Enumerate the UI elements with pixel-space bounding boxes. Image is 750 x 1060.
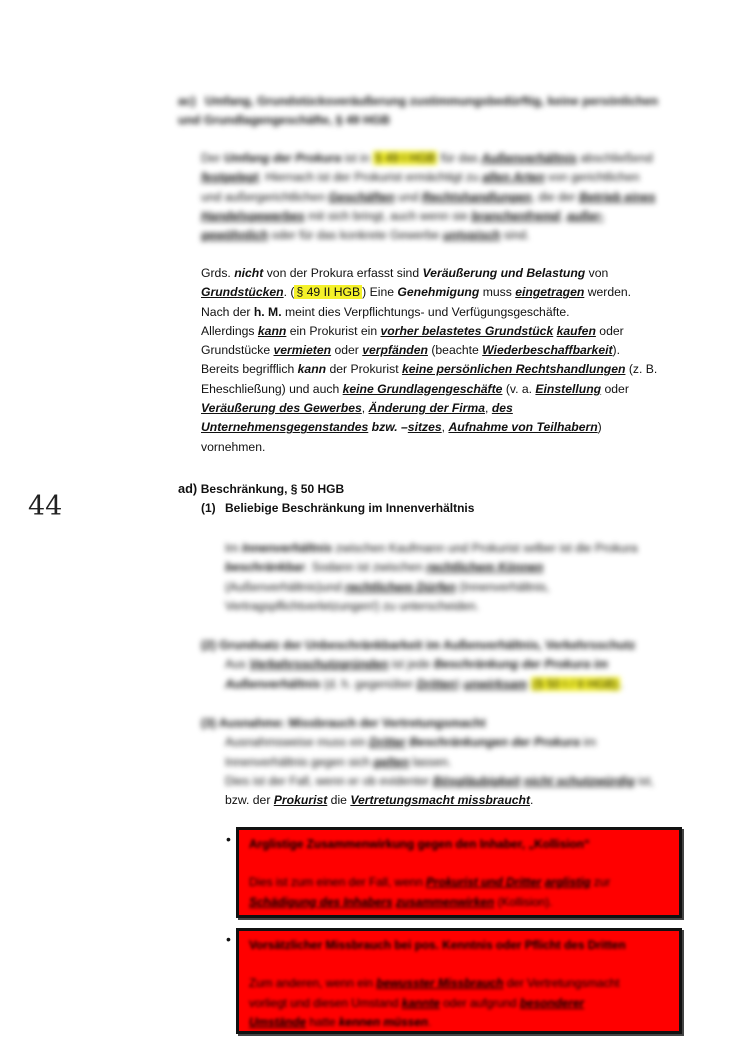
text-run: kannte: [401, 995, 440, 1010]
text-line: [201, 264, 671, 283]
text-run: beschränkbar: [225, 560, 305, 575]
text-run: ist jede: [388, 657, 434, 672]
text-run: , die der: [531, 189, 580, 204]
text-run: branchenfremd: [471, 208, 560, 223]
text-run: Aufnahme von Teilhabern: [448, 420, 598, 435]
collision-box: [236, 827, 682, 918]
text-run: Zum anderen, wenn ein: [249, 976, 377, 991]
text-run: bzw. der: [225, 793, 274, 807]
text-run: sind.: [500, 228, 530, 243]
text-run: (§ 50 I / II HGB): [532, 676, 618, 691]
text-run: (z. B.: [625, 362, 658, 377]
subsection-1-label: (1): [201, 501, 216, 515]
text-run: ): [456, 676, 464, 691]
text-run: festgelegt: [201, 170, 259, 185]
text-run: kennen müssen: [338, 1014, 429, 1029]
text-run: ein Prokurist ein: [286, 323, 381, 338]
collision-box-title: Arglistige Zusammenwirkung gegen den Inhaber, „Kollision“: [249, 837, 590, 851]
text-run: (Außenverhältnis)und: [225, 579, 345, 594]
section-ad-heading-block: [178, 481, 344, 496]
text-run: Schädigung des Inhabers: [249, 894, 393, 909]
text-run: (d. h. gegenüber: [320, 676, 417, 691]
text-run: . (: [283, 285, 295, 300]
text-run: zur: [590, 875, 611, 890]
text-run: Aus: [225, 657, 250, 672]
text-run: ist,: [634, 773, 654, 788]
text-run: .: [530, 793, 534, 807]
text-run: untypisch: [442, 228, 501, 243]
text-run: im: [579, 735, 597, 750]
text-run: mit sich bringt, auch wenn sie: [304, 208, 472, 223]
text-run: lassen.: [409, 754, 452, 769]
text-run: von gerichtlichen: [544, 170, 640, 185]
text-run: . Hiernach ist der Prokurist ermächtigt zu: [258, 170, 483, 185]
text-run: muss: [479, 285, 516, 300]
text-run: unwirksam: [463, 676, 528, 691]
abuse-box: [236, 928, 682, 1034]
text-run: hatte: [306, 1014, 339, 1029]
text-line: [201, 322, 671, 341]
text-line: [201, 283, 671, 302]
text-run: gelten: [373, 754, 410, 769]
section-ac-main-paragraph: [201, 264, 671, 457]
text-run: kaufen: [556, 323, 596, 338]
text-run: Vertragspflichtverletzungen!) zu unterscheiden.: [225, 598, 480, 613]
text-run: für das: [437, 151, 482, 165]
text-run: keine Grundlagengeschäfte: [342, 381, 503, 396]
subsection-3-paragraph: (3) Ausnahme: Missbrauch der Vertretungsmacht Ausnahmsweise muss ein Dritter Beschränkungen der Prokura im Innenverhältnis gegen sich gelten lassen. Dies ist der Fall, wenn er ob evidenter Bösgläubigkeit nicht schutzwürdig ist,: [201, 716, 654, 788]
section-ad-heading: Beschränkung, § 50 HGB: [200, 482, 345, 496]
text-run: Beschränkungen der Prokura: [409, 735, 580, 750]
text-line: [201, 399, 671, 418]
text-run: abschließend: [576, 151, 653, 165]
text-run: ,: [361, 401, 369, 416]
text-run: Veräußerung des Gewerbes: [201, 401, 362, 416]
text-run: von der Prokura erfasst sind: [263, 266, 423, 280]
text-run: des: [491, 401, 513, 416]
text-run: vorliegt und diesen Umstand: [249, 995, 402, 1010]
text-run: Handelsgewerbes: [201, 208, 305, 223]
text-run: außer-: [566, 208, 605, 223]
text-run: Umfang der Prokura: [224, 151, 342, 165]
text-run: der Prokurist: [326, 362, 402, 377]
text-run: .: [619, 676, 624, 691]
text-run: vermieten: [273, 343, 332, 358]
text-run: Allerdings: [201, 323, 258, 338]
text-run: bewusster Missbrauch: [376, 976, 504, 991]
section-ac-intro-paragraph: [201, 149, 671, 245]
text-run: Dritten: [416, 676, 456, 691]
text-run: Außenverhältnis: [225, 676, 321, 691]
text-run: Unternehmensgegenstandes: [201, 420, 369, 435]
text-run: Der: [201, 151, 225, 165]
text-run: (Kollision).: [494, 894, 553, 909]
text-run: Rechtshandlungen: [421, 189, 532, 204]
text-run: oder für das konkrete Gewerbe: [268, 228, 443, 243]
text-run: nicht: [234, 266, 264, 280]
text-run: Dies ist zum einen der Fall, wenn: [249, 875, 427, 890]
text-run: oder: [601, 381, 629, 396]
text-run: ,: [485, 401, 492, 416]
text-run: Geschäften: [328, 189, 395, 204]
text-run: oder: [595, 323, 624, 338]
bullet-icon: •: [226, 931, 231, 947]
text-run: Bösgläubigkeit: [432, 773, 521, 788]
text-line: [201, 418, 671, 437]
subsection-2-paragraph: (2) Grundsatz der Unbeschränkbarkeit im Außenverhältnis, Verkehrsschutz Aus Verkehrsschutzgründen ist jede Beschränkung der Prokura im Außenverhältnis (d. h. gegenüber Dritten) unwirksam (§ 50 I / II HGB) .: [201, 638, 636, 691]
text-run: arglistig: [544, 875, 591, 890]
text-run: vorher belastetes Grundstück: [380, 323, 554, 338]
text-run: gewöhnlich: [201, 228, 269, 243]
text-run: (Innenverhältnis,: [455, 579, 550, 594]
text-run: Außenverhältnis: [481, 151, 577, 165]
page-number: 44: [28, 491, 63, 522]
abuse-box-title: Vorsätzlicher Missbrauch bei pos. Kenntnis oder Pflicht des Dritten: [249, 938, 626, 952]
text-run: allen Arten: [482, 170, 545, 185]
text-run: § 49 I HGB: [375, 151, 436, 165]
text-run: von: [585, 266, 609, 280]
text-run: vornehmen.: [201, 439, 266, 454]
text-run: Innenverhältnis: [241, 541, 333, 555]
section-ac-heading-block: [178, 92, 678, 131]
text-run: zusammenwirken: [395, 894, 495, 909]
text-run: Änderung der Firma: [368, 401, 486, 416]
text-run: Verkehrsschutzgründen: [249, 657, 389, 672]
text-run: Grundstücke: [201, 343, 274, 358]
text-run: Betrieb eines: [579, 189, 656, 204]
text-run: verpfänden: [362, 343, 428, 358]
text-run: ist in: [341, 151, 374, 165]
text-run: Grundstücken: [201, 285, 284, 300]
text-line: [201, 303, 671, 322]
text-run: Dritter: [369, 735, 406, 750]
text-run: Prokurist und Dritter: [426, 875, 542, 890]
text-run: und: [394, 189, 422, 204]
text-run: Nach der: [201, 304, 254, 319]
subsection-1-heading-block: [201, 501, 474, 515]
text-line: [201, 380, 671, 399]
text-run: keine persönlichen Rechtshandlungen: [401, 362, 626, 377]
text-run: ).: [612, 343, 620, 358]
text-run: oder aufgrund: [439, 995, 520, 1010]
text-run: . Sodann ist zwischen: [304, 560, 427, 575]
text-run: Prokurist: [273, 793, 328, 807]
highlight-ref: § 49 II HGB: [296, 285, 361, 300]
bullet-icon: •: [226, 831, 231, 847]
text-run: ,: [560, 208, 567, 223]
text-run: werden.: [584, 285, 632, 300]
text-run: Einstellung: [535, 381, 602, 396]
text-run: Grds.: [201, 266, 235, 280]
text-line: [201, 438, 671, 457]
text-run: ) Eine: [362, 285, 398, 300]
text-line: [201, 360, 671, 379]
text-run: Im: [225, 541, 242, 555]
text-run: kann: [257, 323, 287, 338]
text-run: Vertretungsmacht missbraucht: [350, 793, 531, 807]
section-ac-heading: Umfang, Grundstücksveräußerung zustimmungsbedürftig, keine persönlichen und Grundlagengeschäfte, § 49 HGB: [178, 94, 659, 128]
text-run: Umstände: [249, 1014, 307, 1029]
text-run: sitzes: [407, 420, 442, 435]
text-run: ,: [441, 420, 449, 435]
text-run: nicht schutzwürdig: [523, 773, 635, 788]
text-run: besonderer: [519, 995, 585, 1010]
text-run: und außergerichtlichen: [201, 189, 329, 204]
text-run: der Vertretungsmacht: [503, 976, 620, 991]
text-run: Dies ist der Fall, wenn er ob evidenter: [225, 773, 433, 788]
text-run: Ausnahmsweise muss ein: [225, 735, 370, 750]
text-run: kann: [297, 362, 327, 377]
text-run: die: [327, 793, 351, 807]
text-run: bzw. –: [368, 420, 408, 435]
text-line: [201, 341, 671, 360]
text-run: zwischen Kaufmann und Prokurist selber ist die Prokura: [332, 541, 638, 555]
text-run: .: [428, 1014, 432, 1029]
text-run: Genehmigung: [397, 285, 480, 300]
text-run: (beachte: [427, 343, 483, 358]
text-run: [527, 677, 530, 691]
text-run: eingetragen: [515, 285, 585, 300]
text-run: Eheschließung) und auch: [201, 381, 343, 396]
subsection-1-heading: Beliebige Beschränkung im Innenverhältnis: [225, 501, 475, 515]
section-ad-label: ad): [178, 481, 198, 496]
text-run: meint dies Verpflichtungs- und Verfügungsgeschäfte.: [281, 304, 570, 319]
text-run: Innenverhältnis gegen sich: [225, 754, 374, 769]
text-run: Veräußerung und Belastung: [422, 266, 586, 280]
text-run: oder: [331, 343, 363, 358]
text-run: ): [597, 420, 602, 435]
text-run: (v. a.: [502, 381, 536, 396]
text-run: rechtlichem Können: [426, 560, 544, 575]
text-run: Bereits begrifflich: [201, 362, 298, 377]
subsection-3-sharp-line: [225, 791, 533, 810]
text-run: h. M.: [253, 304, 282, 319]
text-run: Wiederbeschaffbarkeit: [482, 343, 613, 358]
section-ac-label: ac): [178, 94, 196, 108]
text-run: rechtlichem Dürfen: [344, 579, 456, 594]
text-run: Beschränkung der Prokura im: [433, 657, 608, 672]
subsection-1-paragraph: [225, 539, 665, 616]
